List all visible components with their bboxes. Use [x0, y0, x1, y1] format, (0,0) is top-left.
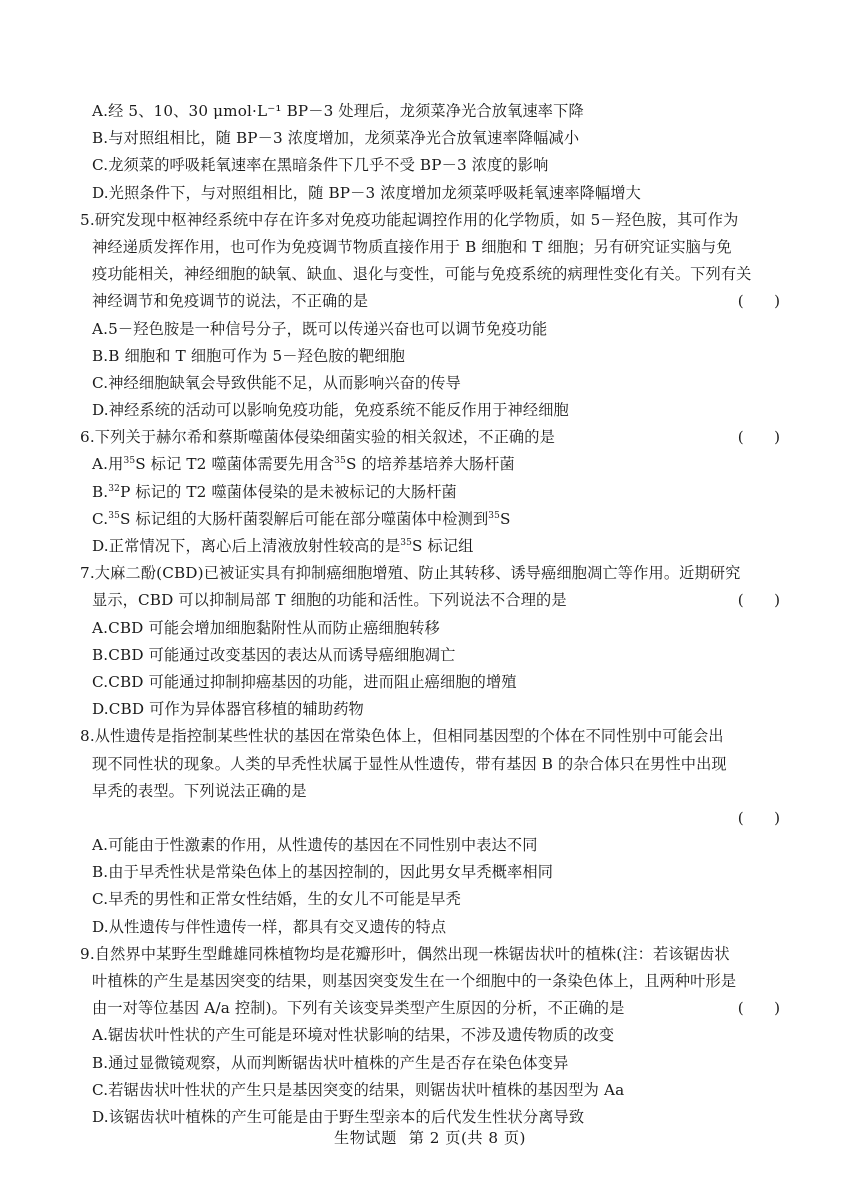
- q4-option-a: A.经 5、10、30 μmol·L⁻¹ BP－3 处理后，龙须菜净光合放氧速率下降: [92, 102, 584, 120]
- q6-stem-text: 6.下列关于赫尔希和蔡斯噬菌体侵染细菌实验的相关叙述，不正确的是: [80, 428, 555, 447]
- q8-stem-line-2: 现不同性状的现象。人类的早秃性状属于显性从性遗传，带有基因 B 的杂合体只在男性中出现: [92, 754, 727, 773]
- q7-stem-text: 显示，CBD 可以抑制局部 T 细胞的功能和活性。下列说法不合理的是: [92, 591, 567, 610]
- footer-subject: 生物试题: [334, 1129, 397, 1147]
- q7-option-d: D.CBD 可作为异体器官移植的辅助药物: [92, 700, 364, 719]
- q9-stem-line-1: 9.自然界中某野生型雌雄同株植物均是花瓣形叶，偶然出现一株锯齿状叶的植株(注：若该锯齿状: [80, 944, 730, 963]
- q8-stem-line-3: 早秃的表型。下列说法正确的是: [92, 781, 307, 800]
- page-footer: [0, 1127, 860, 1148]
- q5-stem-text: 神经调节和免疫调节的说法，不正确的是: [92, 292, 369, 311]
- q9-answer-paren: ( ): [737, 999, 780, 1018]
- q6-option-c: C.$^{35}$S 标记组的大肠杆菌裂解后可能在部分噬菌体中检测到$^{35}$S: [92, 509, 511, 528]
- q4-option-c: C.龙须菜的呼吸耗氧速率在黑暗条件下几乎不受 BP－3 浓度的影响: [92, 156, 549, 175]
- q6-answer-paren: ( ): [737, 428, 780, 447]
- q9-stem-line-3: [92, 995, 780, 1022]
- q9-option-a: A.锯齿状叶性状的产生可能是环境对性状影响的结果，不涉及遗传物质的改变: [92, 1026, 615, 1045]
- q8-option-b: B.由于早秃性状是常染色体上的基因控制的，因此男女早秃概率相同: [92, 863, 554, 882]
- q5-stem-line-4: [92, 288, 780, 315]
- q5-option-d: D.神经系统的活动可以影响免疫功能，免疫系统不能反作用于神经细胞: [92, 401, 569, 420]
- q8-answer-paren: ( ): [737, 808, 780, 827]
- q5-stem-line-3: 疫功能相关，神经细胞的缺氧、缺血、退化与变性，可能与免疫系统的病理性变化有关。下列有关: [92, 265, 752, 284]
- q4-option-d: D.光照条件下，与对照组相比，随 BP－3 浓度增加龙须菜呼吸耗氧速率降幅增大: [92, 183, 642, 202]
- q9-option-b: B.通过显微镜观察，从而判断锯齿状叶植株的产生是否存在染色体变异: [92, 1053, 569, 1072]
- q8-option-a: A.可能由于性激素的作用，从性遗传的基因在不同性别中表达不同: [92, 836, 538, 855]
- q5-stem-line-2: 神经递质发挥作用，也可作为免疫调节物质直接作用于 B 细胞和 T 细胞；另有研究证实脑与免: [92, 237, 732, 256]
- q5-answer-paren: ( ): [737, 292, 780, 311]
- q7-option-c: C.CBD 可能通过抑制抑癌基因的功能，进而阻止癌细胞的增殖: [92, 672, 517, 691]
- q9-option-d: D.该锯齿状叶植株的产生可能是由于野生型亲本的后代发生性状分离导致: [92, 1107, 585, 1126]
- q5-option-a: A.5－羟色胺是一种信号分子，既可以传递兴奋也可以调节免疫功能: [92, 319, 548, 338]
- exam-page: [80, 98, 780, 1131]
- q6-option-d: D.正常情况下，离心后上清液放射性较高的是$^{35}$S 标记组: [92, 537, 474, 555]
- q5-option-b: B.B 细胞和 T 细胞可作为 5－羟色胺的靶细胞: [92, 346, 406, 365]
- q8-stem-line-1: 8.从性遗传是指控制某些性状的基因在常染色体上，但相同基因型的个体在不同性别中可能会出: [80, 727, 724, 746]
- q5-stem-line-1: 5.研究发现中枢神经系统中存在许多对免疫功能起调控作用的化学物质，如 5－羟色胺，其可作为: [80, 210, 739, 229]
- q7-stem-line-2: [92, 587, 780, 614]
- q4-option-b: B.与对照组相比，随 BP－3 浓度增加，龙须菜净光合放氧速率降幅减小: [92, 129, 580, 148]
- q8-option-c: C.早秃的男性和正常女性结婚，生的女儿不可能是早秃: [92, 890, 461, 909]
- footer-page-number: 第 2 页(共 8 页): [408, 1129, 526, 1147]
- q6-stem-line: [80, 424, 780, 451]
- q7-option-a: A.CBD 可能会增加细胞黏附性从而防止癌细胞转移: [92, 618, 440, 637]
- q9-stem-line-2: 叶植株的产生是基因突变的结果，则基因突变发生在一个细胞中的一条染色体上，且两种叶形是: [92, 972, 737, 990]
- q8-answer-line: [92, 805, 780, 832]
- q7-answer-paren: ( ): [737, 591, 780, 610]
- q9-option-c: C.若锯齿状叶性状的产生只是基因突变的结果，则锯齿状叶植株的基因型为 Aa: [92, 1080, 625, 1099]
- q5-option-c: C.神经细胞缺氧会导致供能不足，从而影响兴奋的传导: [92, 373, 461, 392]
- q7-stem-line-1: 7.大麻二酚(CBD)已被证实具有抑制癌细胞增殖、防止其转移、诱导癌细胞凋亡等作用。近期研究: [80, 564, 741, 583]
- q6-option-b: B.$^{32}$P 标记的 T2 噬菌体侵染的是未被标记的大肠杆菌: [92, 482, 457, 501]
- q8-option-d: D.从性遗传与伴性遗传一样，都具有交叉遗传的特点: [92, 917, 447, 936]
- q7-option-b: B.CBD 可能通过改变基因的表达从而诱导癌细胞凋亡: [92, 645, 456, 664]
- q6-option-a: A.用$^{35}$S 标记 T2 噬菌体需要先用含$^{35}$S 的培养基培养大肠杆菌: [92, 455, 515, 474]
- q9-stem-text: 由一对等位基因 A/a 控制)。下列有关该变异类型产生原因的分析，不正确的是: [92, 999, 625, 1018]
